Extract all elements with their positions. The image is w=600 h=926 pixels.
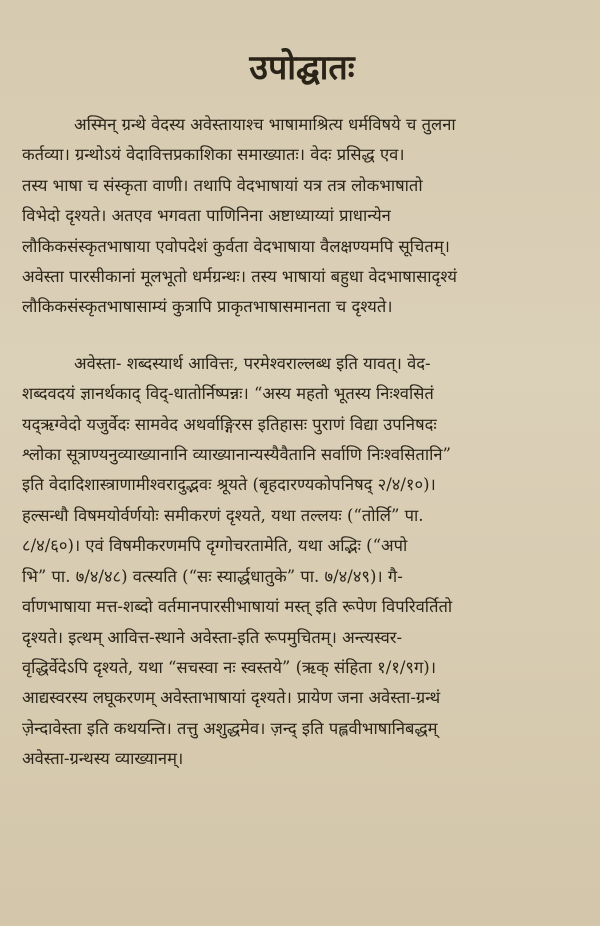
- text-line: शब्दवदयं ज्ञानर्थकाद् विद्-धातोर्निष्पन्नः। “अस्य महतो भूतस्य निःश्वसितं: [22, 384, 434, 404]
- paragraph-1: [22, 110, 582, 323]
- text-line: लौकिकसंस्कृतभाषाया एवोपदेशं कुर्वता वेदभाषाया वैलक्षण्यमपि सूचितम्।: [22, 236, 450, 256]
- text-line: भि” पा. ७/४/४८) वत्स्यति (“सः स्यार्द्धधातुके” पा. ७/४/४९)। गै-: [22, 566, 403, 586]
- paragraph-spacer: [22, 323, 582, 349]
- text-line: श्लोका सूत्राण्यनुव्याख्यानानि व्याख्यानान्यस्यैवैतानि सर्वाणि निःश्वसितानि”: [22, 445, 451, 465]
- text-line: कर्तव्या। ग्रन्थोऽयं वेदावित्तप्रकाशिका समाख्यातः। वेदः प्रसिद्ध एव।: [22, 145, 405, 165]
- text-line: वृद्धिर्वेदेऽपि दृश्यते, यथा “सचस्वा नः स्वस्तये” (ऋक् संहिता १/१/९ग)।: [22, 657, 436, 677]
- text-line: इति वेदादिशास्त्राणामीश्वरादुद्भवः श्रूयते (बृहदारण्यकोपनिषद् २/४/१०)।: [22, 475, 436, 495]
- text-line: ८/४/६०)। एवं विषमीकरणमपि दृग्गोचरतामेति, यथा अद्भिः (“अपो: [22, 536, 408, 556]
- text-line: दृश्यते। इत्थम् आवित्त-स्थाने अवेस्ता-इति रूपमुचितम्। अन्त्यस्वर-: [22, 627, 403, 647]
- text-line: अवेस्ता- शब्दस्यार्थ आवित्तः, परमेश्वराल्लब्ध इति यावत्। वेद-: [74, 353, 431, 373]
- text-line: विभेदो दृश्यते। अतएव भगवता पाणिनिना अष्टाध्याय्यां प्राधान्येन: [22, 206, 391, 226]
- text-line: तस्य भाषा च संस्कृता वाणी। तथापि वेदभाषायां यत्र तत्र लोकभाषातो: [22, 175, 423, 195]
- text-line: ज़ेन्दावेस्ता इति कथयन्ति। तत्तु अशुद्धमेव। ज़न्द् इति पह्लवीभाषानिबद्धम्: [22, 718, 438, 738]
- page-title: उपोद्घातः: [249, 48, 355, 88]
- text-line: अवेस्ता-ग्रन्थस्य व्याख्यानम्।: [22, 749, 184, 769]
- text-line: अवेस्ता पारसीकानां मूलभूतो धर्मग्रन्थः। तस्य भाषायां बहुधा वेदभाषासादृश्यं: [22, 267, 457, 287]
- text-line: लौकिकसंस्कृतभाषासाम्यं कुत्रापि प्राकृतभाषासमानता च दृश्यते।: [22, 297, 393, 317]
- text-line: र्वाणभाषाया मत्त-शब्दो वर्तमानपारसीभाषायां मस्त् इति रूपेण विपरिवर्तितो: [22, 597, 453, 617]
- text-line: यद्ऋग्वेदो यजुर्वेदः सामवेद अथर्वाङ्गिरस इतिहासः पुराणं विद्या उपनिषदः: [22, 414, 437, 434]
- text-line: आद्यस्वरस्य लघूकरणम् अवेस्ताभाषायां दृश्यते। प्रायेण जना अवेस्ता-ग्रन्थं: [22, 688, 441, 708]
- paragraph-2: [22, 349, 582, 775]
- text-line: अस्मिन् ग्रन्थे वेदस्य अवेस्तायाश्च भाषामाश्रित्य धर्मविषये च तुलना: [74, 115, 456, 134]
- text-line: हल्सन्धौ विषमयोर्वर्णयोः समीकरणं दृश्यते, यथा तल्लयः (“तोर्लि” पा.: [22, 505, 424, 525]
